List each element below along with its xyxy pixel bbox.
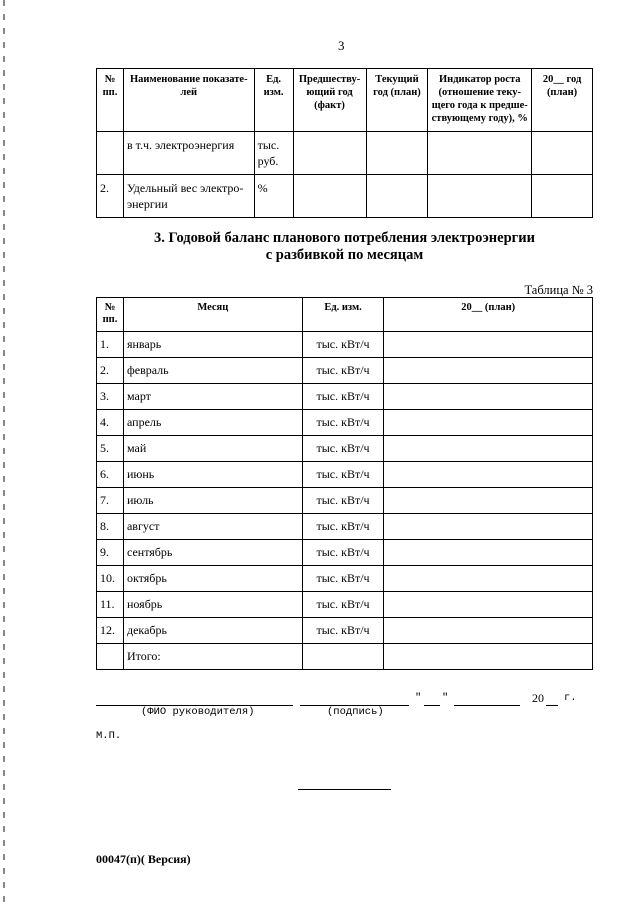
total-label: Итого: (123, 644, 302, 670)
date-quote-close: " (442, 692, 449, 704)
section-title-line1: 3. Годовой баланс планового потребления электроэнергии (154, 230, 535, 246)
table-row (97, 514, 593, 540)
table-row (97, 132, 593, 175)
col-plan-year-header: 20__ год (план) (532, 69, 593, 132)
stamp-place: М.П. (96, 730, 122, 742)
row-unit: тыс. кВт/ч (302, 384, 384, 410)
table-row (97, 462, 593, 488)
row-month: апрель (123, 410, 302, 436)
row-month: январь (123, 332, 302, 358)
table-row (97, 592, 593, 618)
row-num (97, 132, 124, 175)
row-month: июнь (123, 462, 302, 488)
row-num: 7. (97, 488, 124, 514)
table-row (97, 618, 593, 644)
row-num: 10. (97, 566, 124, 592)
row-unit: тыс. кВт/ч (302, 566, 384, 592)
col-unit-header: Ед. изм. (254, 69, 293, 132)
divider (298, 789, 391, 790)
row-unit: тыс. кВт/ч (302, 488, 384, 514)
table-row (97, 175, 593, 218)
row-plan-value (384, 618, 593, 644)
table-row (97, 384, 593, 410)
indicators-table (96, 68, 593, 218)
row-num: 3. (97, 384, 124, 410)
table-label: Таблица № 3 (524, 283, 593, 297)
row-month: август (123, 514, 302, 540)
year-prefix: 20 (532, 691, 544, 705)
fio-caption: (ФИО руководителя) (141, 706, 255, 718)
table-row (97, 540, 593, 566)
left-dashed-margin (3, 0, 5, 905)
row-month: декабрь (123, 618, 302, 644)
row-num: 6. (97, 462, 124, 488)
row-month: сентябрь (123, 540, 302, 566)
row-month: ноябрь (123, 592, 302, 618)
table-header-row (97, 69, 593, 132)
row-month: март (123, 384, 302, 410)
col-plan-header: 20__ (план) (384, 298, 593, 332)
row-unit: тыс. кВт/ч (302, 410, 384, 436)
day-line (424, 705, 440, 706)
row-plan-value (384, 384, 593, 410)
row-name: в т.ч. электроэнергия (123, 132, 254, 175)
col-prev-year-header: Предшеству-ющий год (факт) (293, 69, 366, 132)
row-plan-value (384, 566, 593, 592)
col-num-header: № пп. (97, 69, 124, 132)
row-num: 1. (97, 332, 124, 358)
signature-caption: (подпись) (327, 706, 384, 718)
section-title-line2: с разбивкой по месяцам (265, 247, 424, 263)
table-row (97, 410, 593, 436)
section-title (96, 230, 593, 264)
table-row (97, 488, 593, 514)
month-line (454, 705, 520, 706)
col-name-header: Наименование показате-лей (123, 69, 254, 132)
row-num: 2. (97, 358, 124, 384)
row-month: октябрь (123, 566, 302, 592)
row-plan-value (384, 540, 593, 566)
row-plan-value (384, 592, 593, 618)
row-name: Удельный вес электро-энергии (123, 175, 254, 218)
row-month: май (123, 436, 302, 462)
date-quote-open: " (415, 692, 422, 704)
col-num-header: № пп. (97, 298, 124, 332)
row-unit: тыс. кВт/ч (302, 592, 384, 618)
table-row (97, 358, 593, 384)
year-line (546, 705, 558, 706)
row-num: 12. (97, 618, 124, 644)
document-code: 00047(п)( Версия) (96, 852, 191, 866)
row-num: 8. (97, 514, 124, 540)
total-row (97, 644, 593, 670)
monthly-balance-table (96, 297, 593, 670)
row-plan-value (384, 358, 593, 384)
row-plan-value (384, 488, 593, 514)
row-unit: тыс. кВт/ч (302, 540, 384, 566)
row-num: 11. (97, 592, 124, 618)
page-number: 3 (338, 38, 345, 53)
table-row (97, 332, 593, 358)
row-unit: % (254, 175, 293, 218)
row-plan-value (384, 462, 593, 488)
row-plan-value (384, 514, 593, 540)
table-header-row (97, 298, 593, 332)
row-num: 2. (97, 175, 124, 218)
row-month: февраль (123, 358, 302, 384)
row-plan-value (384, 410, 593, 436)
row-month: июль (123, 488, 302, 514)
col-month-header: Месяц (123, 298, 302, 332)
table-row (97, 436, 593, 462)
row-unit: тыс. кВт/ч (302, 332, 384, 358)
row-unit: тыс. руб. (254, 132, 293, 175)
col-unit-header: Ед. изм. (302, 298, 384, 332)
row-num: 4. (97, 410, 124, 436)
row-unit: тыс. кВт/ч (302, 436, 384, 462)
row-num: 9. (97, 540, 124, 566)
row-unit: тыс. кВт/ч (302, 618, 384, 644)
year-suffix: г. (564, 692, 577, 704)
col-current-year-header: Текущий год (план) (366, 69, 428, 132)
col-growth-indicator-header: Индикатор роста (отношение теку-щего года к предше-ствующему году), % (428, 69, 532, 132)
row-num: 5. (97, 436, 124, 462)
row-plan-value (384, 332, 593, 358)
row-plan-value (384, 436, 593, 462)
row-unit: тыс. кВт/ч (302, 462, 384, 488)
row-unit: тыс. кВт/ч (302, 358, 384, 384)
row-unit: тыс. кВт/ч (302, 514, 384, 540)
table-row (97, 566, 593, 592)
